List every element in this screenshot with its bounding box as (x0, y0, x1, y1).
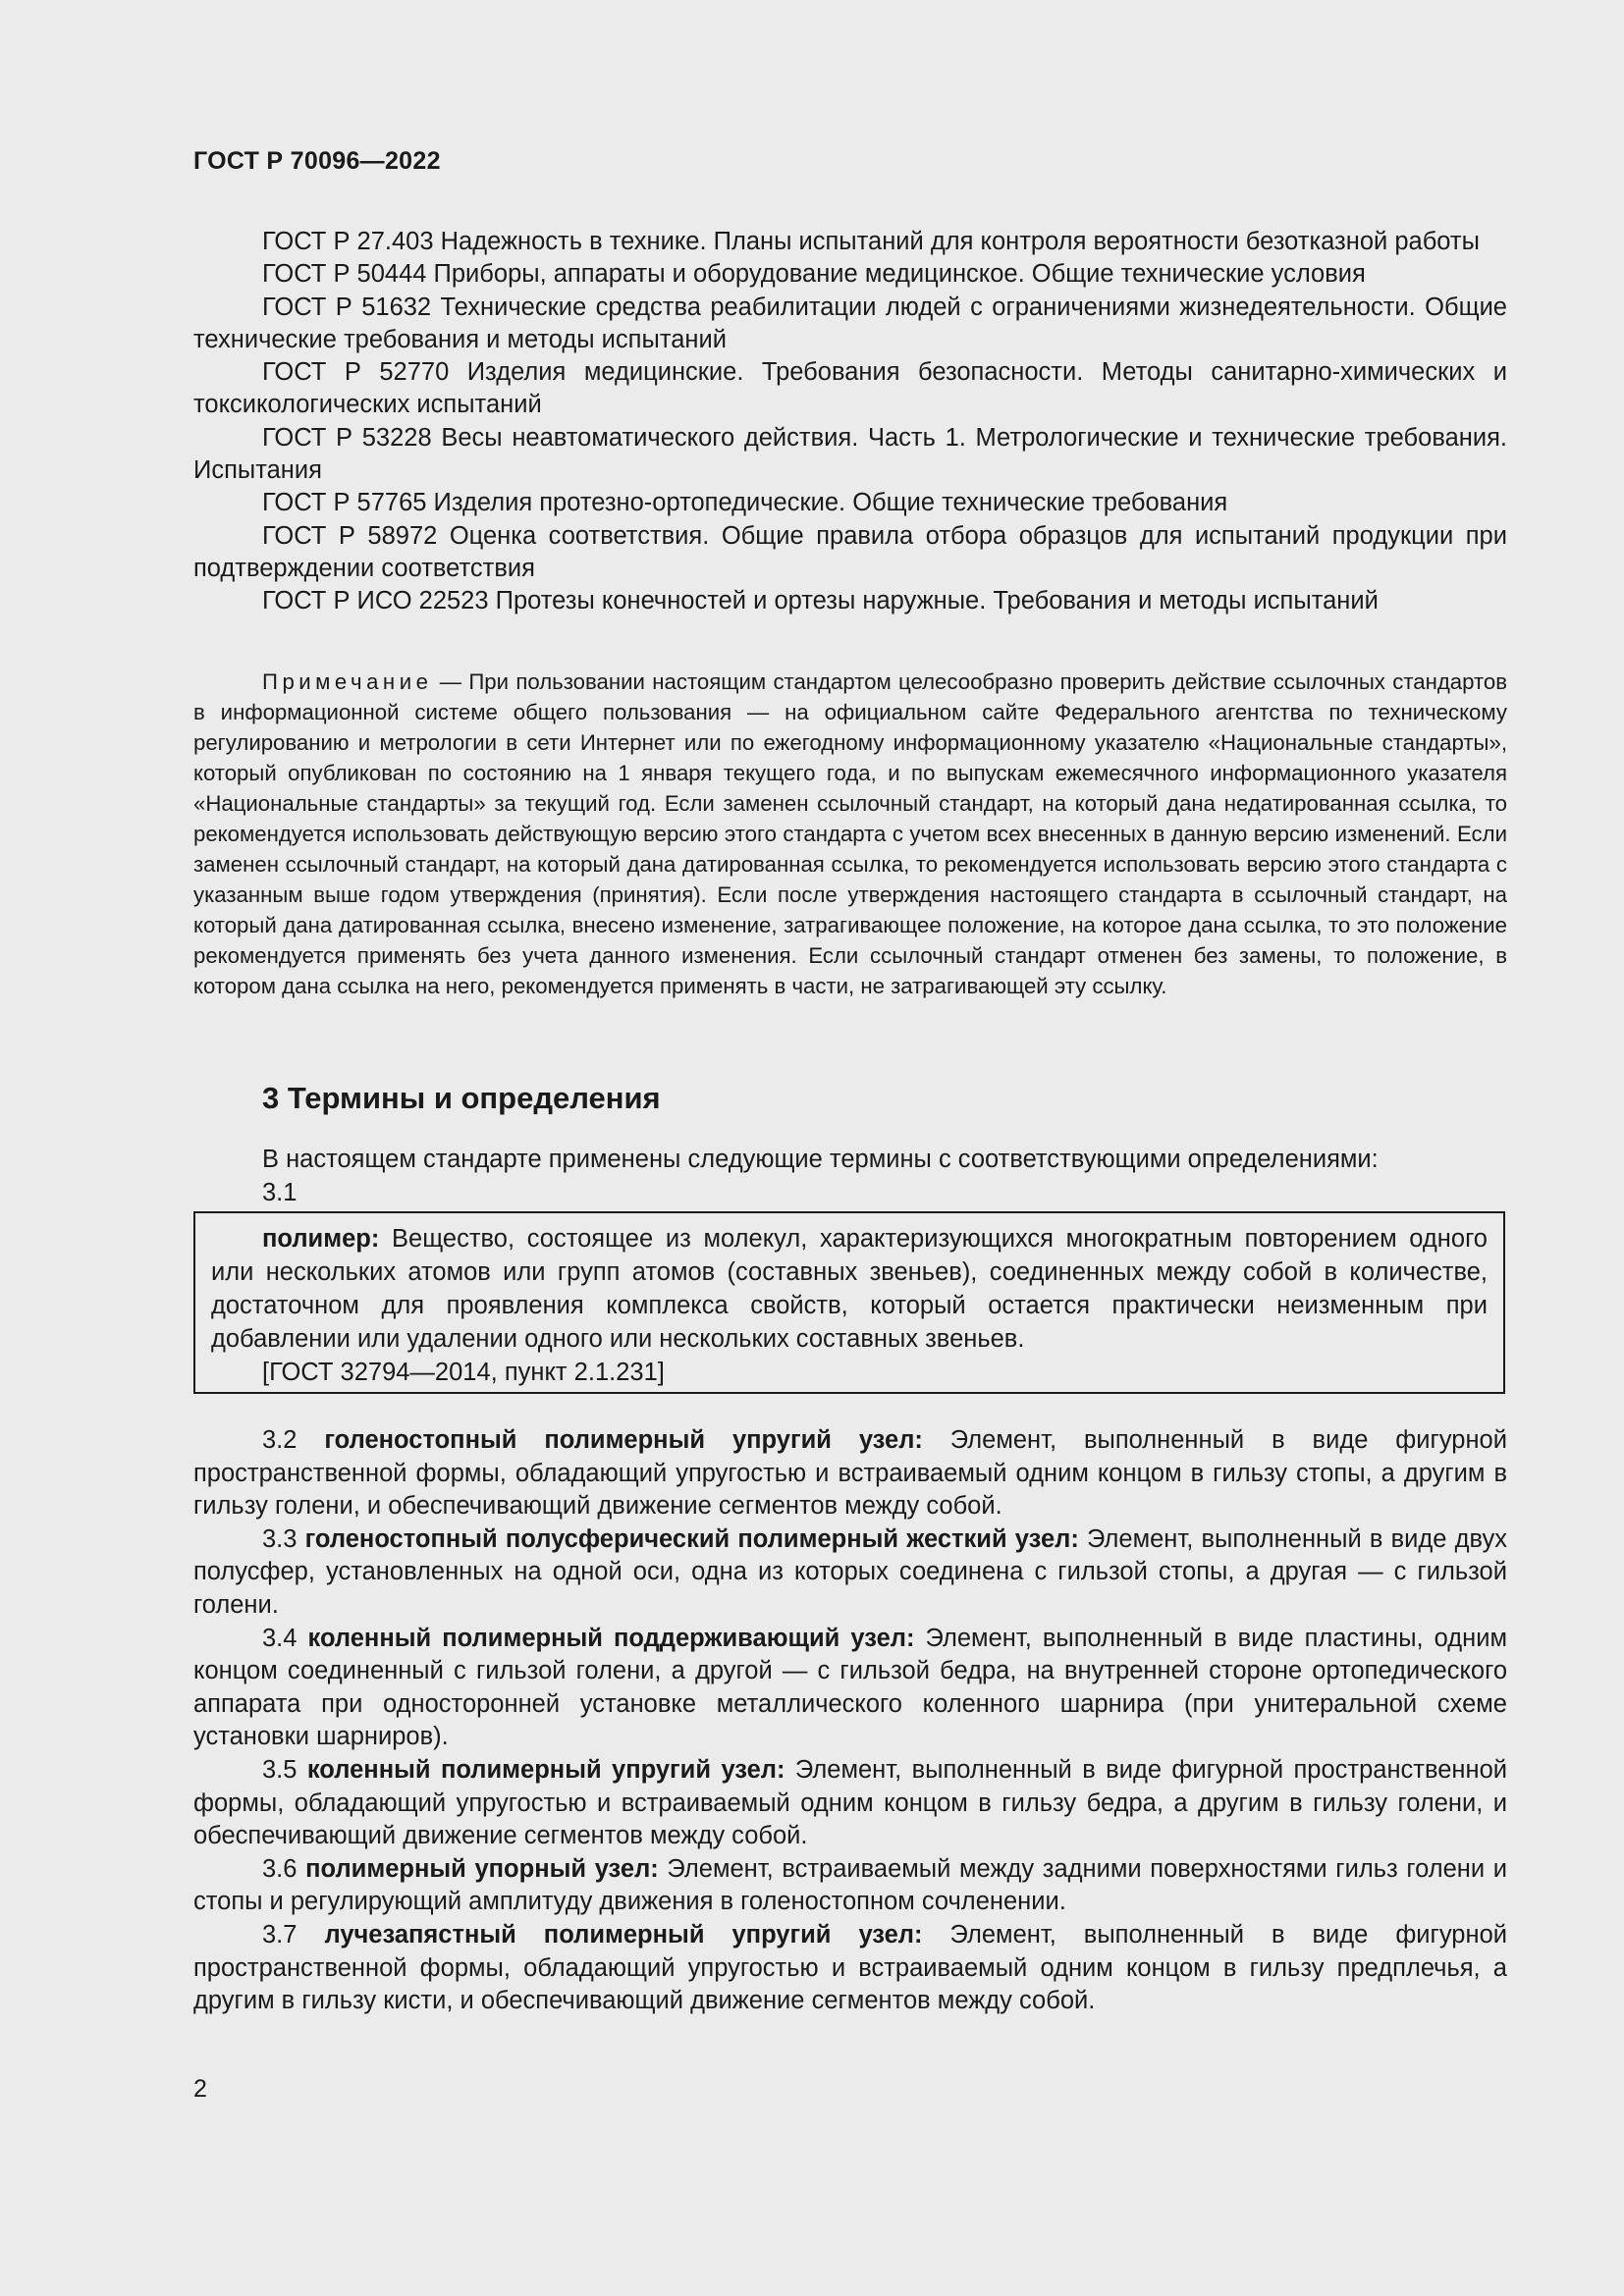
normative-references-list (193, 226, 1507, 618)
term-name: коленный полимерный упругий узел: (306, 1755, 785, 1784)
term-item (193, 1623, 1507, 1754)
term-name: коленный полимерный поддерживающий узел: (307, 1624, 915, 1652)
term-item (193, 1919, 1507, 2018)
term-definition: Элемент, выполненный в виде фигурной пространственной формы, обладающий упругостью и встраиваемый одним концом в гильзу стопы, а другим в гильзу голени, и обеспечивающий движение сегментов между собой. (193, 1426, 1507, 1521)
term-item (193, 1853, 1507, 1919)
term-item (193, 1754, 1507, 1853)
reference-item: ГОСТ Р 58972 Оценка соответствия. Общие правила отбора образцов для испытаний продукции при подтверждении соответствия (193, 521, 1507, 582)
term-definition: Элемент, выполненный в виде пластины, одним концом соединенный с гильзой голени, а другой — с гильзой бедра, на внутренней стороне ортопедического аппарата при односторонней установке металлического коленного шарнира (при унитеральной схеме установки шарниров). (193, 1624, 1508, 1751)
term-number: 3.4 (262, 1624, 298, 1652)
term-name: голеностопный полусферический полимерный жесткий узел: (304, 1524, 1079, 1553)
term-name: полимерный упорный узел: (305, 1854, 659, 1883)
section-intro (262, 1143, 1507, 1209)
reference-item: ГОСТ Р ИСО 22523 Протезы конечностей и ортезы наружные. Требования и методы испытаний (262, 587, 1379, 615)
reference-item: ГОСТ Р 52770 Изделия медицинские. Требования безопасности. Методы санитарно-химических и токсикологических испытаний (193, 358, 1507, 419)
references-note (193, 667, 1507, 1001)
boxed-term-name: полимер: (262, 1225, 380, 1253)
term-definition: Элемент, выполненный в виде двух полусфер, установленных на одной оси, одна из которых соединена с гильзой стопы, а другая — с гильзой голени. (193, 1524, 1507, 1619)
boxed-term-definition-text: Вещество, состоящее из молекул, характеризующихся многократным повторением одного или нескольких атомов или групп атомов (составных звеньев), соединенных между собой в количестве, достаточном для проявления комплекса свойств, который остается практически неизменным при добавлении или удалении одного или нескольких составных звеньев. (211, 1225, 1488, 1353)
note-label: Примечание (262, 669, 433, 694)
term-definition: Элемент, встраиваемый между задними поверхностями гильз голени и стопы и регулирующий амплитуду движения в голеностопном сочленении. (193, 1854, 1507, 1916)
term-name: голеностопный полимерный упругий узел: (324, 1426, 923, 1454)
term-item (193, 1523, 1507, 1623)
term-number: 3.6 (262, 1854, 298, 1883)
reference-item: ГОСТ Р 51632 Технические средства реабилитации людей с ограничениями жизнедеятельности. Общие технические требования и методы испытаний (193, 293, 1507, 353)
section-title: 3 Термины и определения (262, 1081, 661, 1115)
reference-item: ГОСТ Р 50444 Приборы, аппараты и оборудование медицинское. Общие технические условия (262, 260, 1366, 289)
term-number: 3.7 (262, 1920, 298, 1949)
note-text: — При пользовании настоящим стандартом целесообразно проверить действие ссылочных стандартов в информационной системе общего пользования — на официальном сайте Федерального агентства по техническому регулированию и метрологии в сети Интернет или по ежегодному информационному указателю «Национальные стандарты», который опубликован по состоянию на 1 января текущего года, и по выпускам ежемесячного информационного указателя «Национальные стандарты» за текущий год. Если заменен ссылочный стандарт, на который дана недатированная ссылка, то рекомендуется использовать действующую версию этого стандарта с учетом всех внесенных в данную версию изменений. Если заменен ссылочный стандарт, на который дана датированная ссылка, то рекомендуется использовать версию этого стандарта с указанным выше годом утверждения (принятия). Если после утверждения настоящего стандарта в ссылочный стандарт, на который дана датированная ссылка, внесено изменение, затрагивающее положение, на которое дана ссылка, то это положение рекомендуется применять без учета данного изменения. Если ссылочный стандарт отменен без замены, то положение, в котором дана ссылка на него, рекомендуется применять в части, не затрагивающей эту ссылку. (193, 669, 1507, 998)
terms-list (193, 1424, 1507, 2018)
reference-item: ГОСТ Р 53228 Весы неавтоматического действия. Часть 1. Метрологические и технические требования. Испытания (193, 423, 1507, 485)
term-name: лучезапястный полимерный упругий узел: (324, 1920, 923, 1949)
intro-text: В настоящем стандарте применены следующие термины с соответствующими определениями: (262, 1146, 1379, 1173)
reference-item: ГОСТ Р 57765 Изделия протезно-ортопедические. Общие технические требования (262, 489, 1228, 517)
boxed-term-source: [ГОСТ 32794—2014, пункт 2.1.231] (262, 1359, 665, 1386)
term-number: 3.5 (262, 1755, 298, 1784)
reference-item: ГОСТ Р 27.403 Надежность в технике. Планы испытаний для контроля вероятности безотказной работы (262, 228, 1480, 255)
term-definition: Элемент, выполненный в виде фигурной пространственной формы, обладающий упругостью и встраиваемый одним концом в гильзу предплечья, а другим в гильзу кисти, и обеспечивающий движение сегментов между собой. (193, 1920, 1507, 2015)
term-number: 3.3 (262, 1524, 298, 1553)
boxed-term-text (211, 1222, 1488, 1356)
term-number: 3.2 (262, 1426, 298, 1454)
page-number: 2 (193, 2075, 207, 2103)
document-code-header: ГОСТ Р 70096—2022 (193, 147, 441, 175)
term-number-3-1: 3.1 (262, 1179, 298, 1206)
term-definition: Элемент, выполненный в виде фигурной пространственной формы, обладающий упругостью и встраиваемый одним концом в гильзу бедра, а другим в гильзу голени, и обеспечивающий движение сегментов между собой. (193, 1755, 1508, 1850)
boxed-term-definition (193, 1211, 1505, 1394)
term-item (193, 1424, 1507, 1523)
